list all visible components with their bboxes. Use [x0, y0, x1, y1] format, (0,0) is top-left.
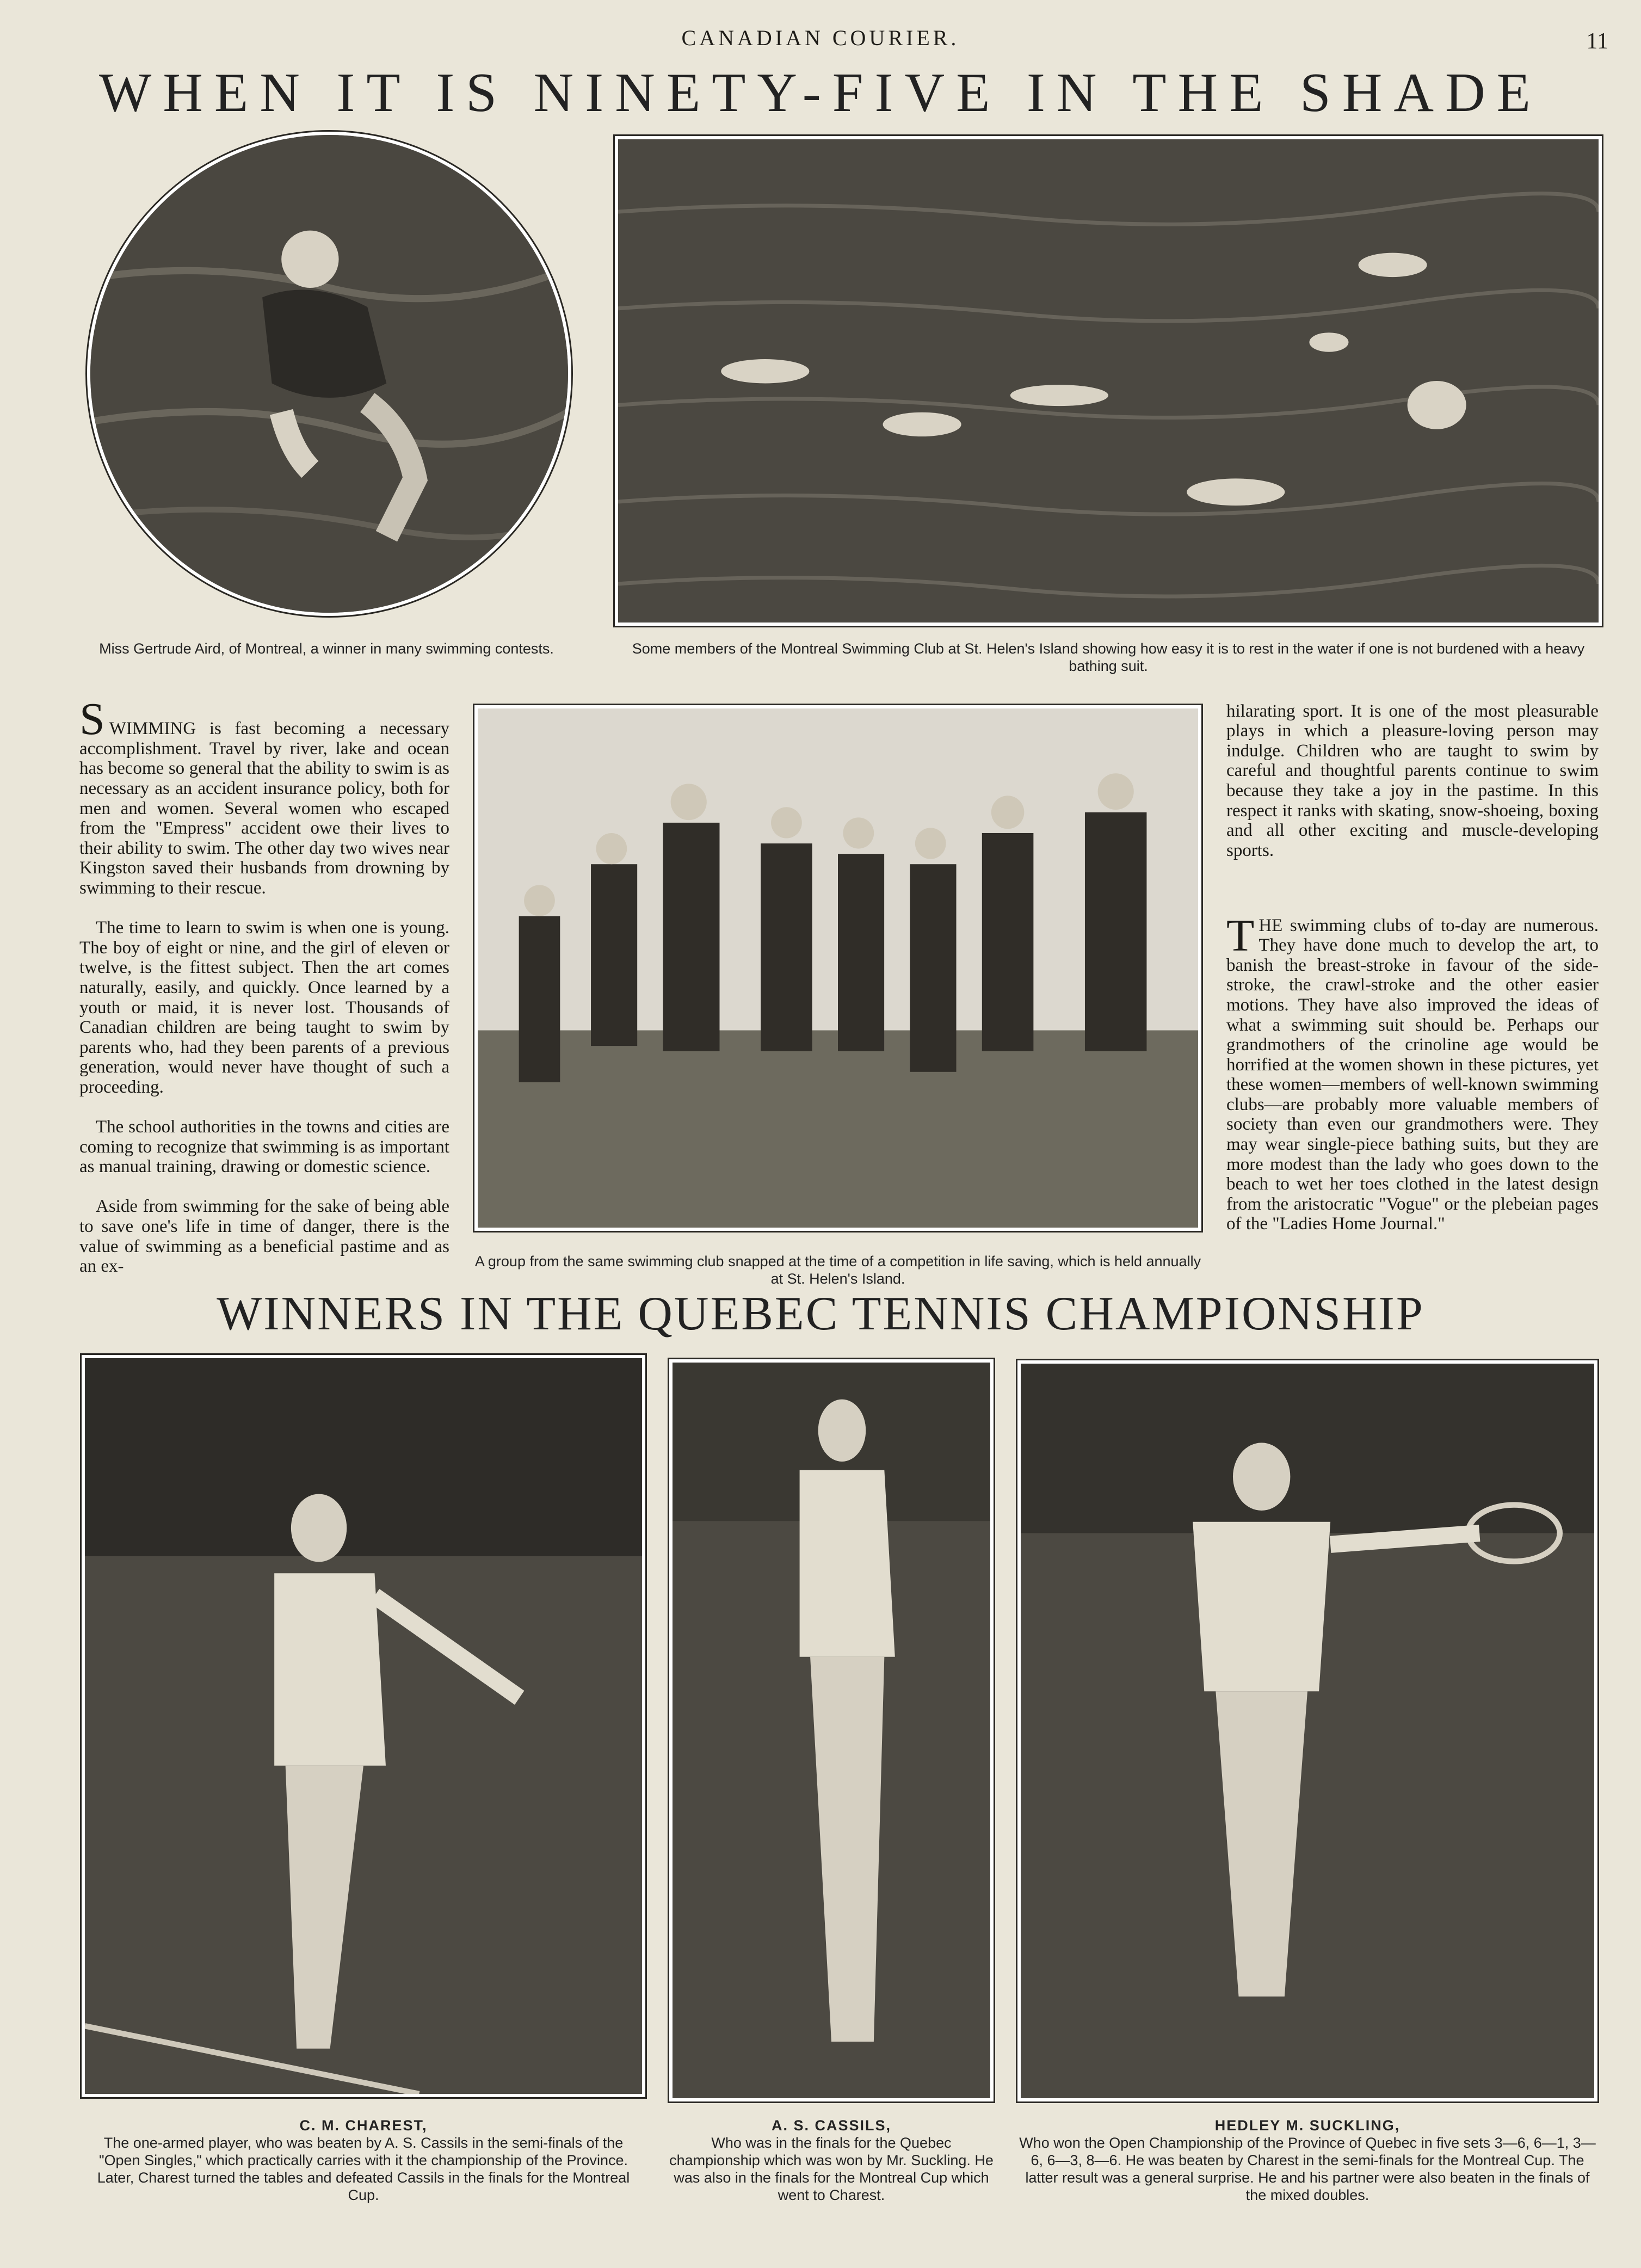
page-number: 11	[1586, 29, 1608, 54]
caption-cassils	[669, 2117, 994, 2204]
caption-text: Who won the Open Championship of the Province of Quebec in five sets 3—6, 6—1, 3—6, 6—3, 8—6. He was beaten by Charest in the semi-finals for the Montreal Cup. The latter result was a general surprise. He and his partner were also beaten in the finals of the mixed doubles.	[1019, 2135, 1596, 2203]
article-paragraph: Aside from swimming for the sake of being able to save one's life in time of danger, there is the value of swimming as a beneficial pastime and as an ex-	[79, 1197, 449, 1277]
article-paragraph: WIMMING is fast becoming a necessary accomplishment. Travel by river, lake and ocean has become so general that the ability to swim is as necessary as an accident insurance policy, both for men and women. Several women who escaped from the "Empress" accident owe their lives to their ability to swim. The other day two wives near Kingston saved their husbands from drowning by swimming to their rescue.	[79, 719, 449, 898]
photo-suckling	[1017, 1360, 1597, 2101]
caption-swimming-club-group: A group from the same swimming club snapped at the time of a competition in life saving, which is held annually at St. Helen's Island.	[474, 1253, 1201, 1287]
photo-swimming-club-group	[474, 705, 1201, 1231]
article-paragraph: hilarating sport. It is one of the most pleasurable plays in which a pleasure-loving person may indulge. Children who are taught to swim by careful and thoughtful parents continue to swim because they take a joy in the pastime. In this respect it ranks with skating, snow-shoeing, boxing and all other exciting and muscle-developing sports.	[1226, 701, 1599, 860]
article-paragraph: The school authorities in the towns and cities are coming to recognize that swimming is as important as manual training, drawing or domestic science.	[79, 1117, 449, 1177]
dropcap-s: S	[79, 693, 105, 744]
article-paragraph: The time to learn to swim is when one is young. The boy of eight or nine, and the girl of eleven or twelve, is the fittest subject. Then the art comes naturally, easily, and quickly. Once learned by a youth or maid, it is never lost. Thousands of Canadian children are being taught to swim by parents who, had they been parents of a previous generation, would never have thought of such a proceeding.	[79, 918, 449, 1097]
article-left-column	[79, 679, 449, 1278]
caption-charest	[82, 2117, 645, 2204]
dropcap-t: T	[1226, 910, 1255, 961]
caption-gertrude-aird: Miss Gertrude Aird, of Montreal, a winner in many swimming contests.	[99, 640, 554, 657]
photo-gertrude-aird	[87, 132, 571, 616]
tennis-headline: WINNERS IN THE QUEBEC TENNIS CHAMPIONSHIP	[217, 1287, 1424, 1340]
caption-name: C. M. CHAREST,	[299, 2117, 428, 2134]
caption-text: The one-armed player, who was beaten by A. S. Cassils in the semi-finals of the "Open Singles," which practically carries with it the championship of the Province. Later, Charest turned the tables and defeated Cassils in the finals for the Montreal Cup.	[97, 2135, 630, 2203]
caption-floating-swimmers: Some members of the Montreal Swimming Club at St. Helen's Island showing how easy it is to rest in the water if one is not burdened with a heavy bathing suit.	[632, 640, 1585, 674]
running-head: CANADIAN COURIER.	[681, 26, 960, 50]
photo-cassils	[669, 1359, 994, 2101]
article-paragraph-text: HE swimming clubs of to-day are numerous. They have done much to develop the art, to banish the breast-stroke in favour of the side-stroke, the crawl-stroke and the other easier motions. They have also improved the ideas of what a swimming suit should be. Perhaps our grandmothers of the crinoline age would be horrified at the women shown in these pictures, yet these women—members of well-known swimming clubs—are probably more valuable members of society than even our grandmothers were. They may wear single-piece bathing suits, but they are more modest than the lady who goes down to the beach to wet her toes clothed in the latest design from the aristocratic "Vogue" or the plebeian pages of the "Ladies Home Journal."	[1226, 915, 1599, 1234]
article-paragraph	[1226, 896, 1599, 1234]
caption-suckling	[1017, 2117, 1597, 2204]
photo-charest	[82, 1355, 645, 2097]
caption-name: HEDLEY M. SUCKLING,	[1214, 2117, 1401, 2134]
photo-floating-swimmers	[615, 136, 1602, 626]
caption-text: Who was in the finals for the Quebec championship which was won by Mr. Suckling. He was also in the finals for the Montreal Cup which went to Charest.	[669, 2135, 994, 2203]
caption-name: A. S. CASSILS,	[771, 2117, 892, 2134]
swimming-headline: WHEN IT IS NINETY-FIVE IN THE SHADE	[99, 62, 1542, 124]
article-right-column	[1226, 681, 1599, 1285]
